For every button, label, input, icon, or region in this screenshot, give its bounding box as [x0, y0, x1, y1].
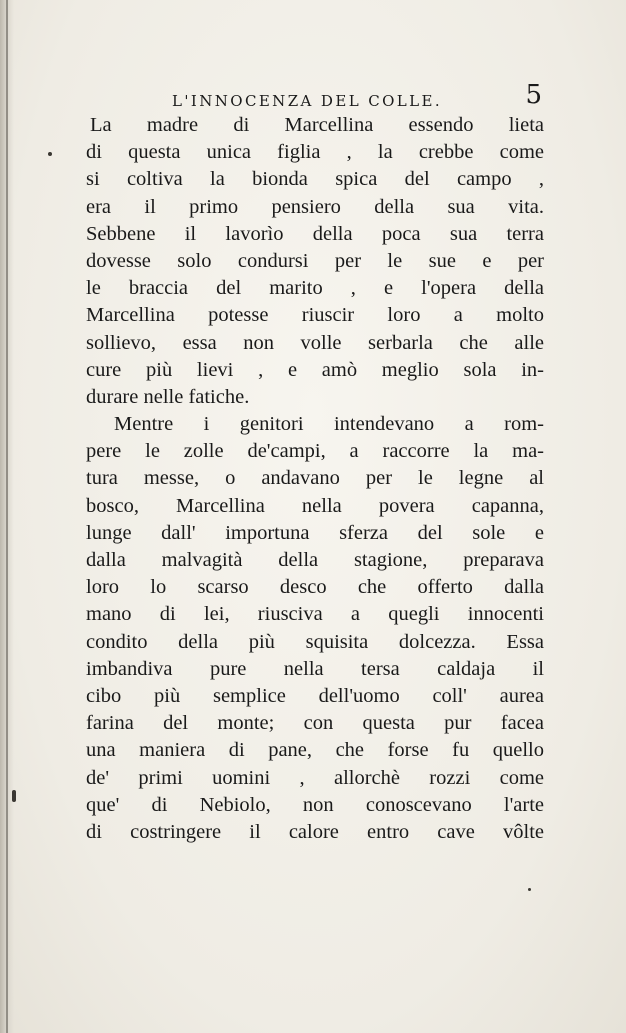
text-line: que' di Nebiolo, non conoscevano l'arte — [86, 793, 544, 816]
body-text — [86, 112, 544, 846]
text-line: era il primo pensiero della sua vita. — [86, 195, 544, 218]
text-line: pere le zolle de'campi, a raccorre la ma- — [86, 440, 544, 463]
ink-speck — [48, 152, 52, 156]
text-line: dovesse solo condursi per le sue e per — [86, 249, 544, 272]
text-line: farina del monte; con questa pur facea — [86, 712, 544, 735]
ink-speck — [528, 888, 531, 891]
text-line: di costringere il calore entro cave vôlte — [86, 820, 544, 843]
text-line: una maniera di pane, che forse fu quello — [86, 739, 544, 762]
page-number: 5 — [525, 80, 542, 110]
text-line: de' primi uomini , allorchè rozzi come — [86, 766, 544, 789]
text-line: imbandiva pure nella tersa caldaja il — [86, 657, 544, 680]
text-line: cibo più semplice dell'uomo coll' aurea — [86, 684, 544, 707]
ink-speck — [12, 790, 16, 802]
text-line: Mentre i genitori intendevano a rom- — [114, 413, 544, 436]
text-line: durare nelle fatiche. — [86, 385, 250, 408]
text-line: si coltiva la bionda spica del campo , — [86, 168, 544, 191]
text-line: condito della più squisita dolcezza. Essa — [86, 630, 544, 653]
page-gutter-line — [6, 0, 8, 1033]
text-line: cure più lievi , e amò meglio sola in- — [86, 358, 544, 381]
text-line: dalla malvagità della stagione, preparava — [86, 549, 544, 571]
text-line: Marcellina potesse riuscir loro a molto — [86, 304, 544, 327]
text-line: le braccia del marito , e l'opera della — [86, 277, 544, 300]
text-line: sollievo, essa non volle serbarla che alle — [86, 331, 544, 354]
text-line: tura messe, o andavano per le legne al — [86, 467, 544, 490]
text-line: La madre di Marcellina essendo lieta — [90, 114, 544, 136]
text-line: bosco, Marcellina nella povera capanna, — [86, 494, 544, 517]
text-line: di questa unica figlia , la crebbe come — [86, 141, 544, 164]
text-line: Sebbene il lavorìo della poca sua terra — [86, 222, 544, 245]
text-line: loro lo scarso desco che offerto dalla — [86, 576, 544, 599]
text-line: lunge dall' importuna sferza del sole e — [86, 521, 544, 544]
text-line: mano di lei, riusciva a quegli innocenti — [86, 603, 544, 626]
running-title: L'INNOCENZA DEL COLLE. — [172, 92, 443, 110]
